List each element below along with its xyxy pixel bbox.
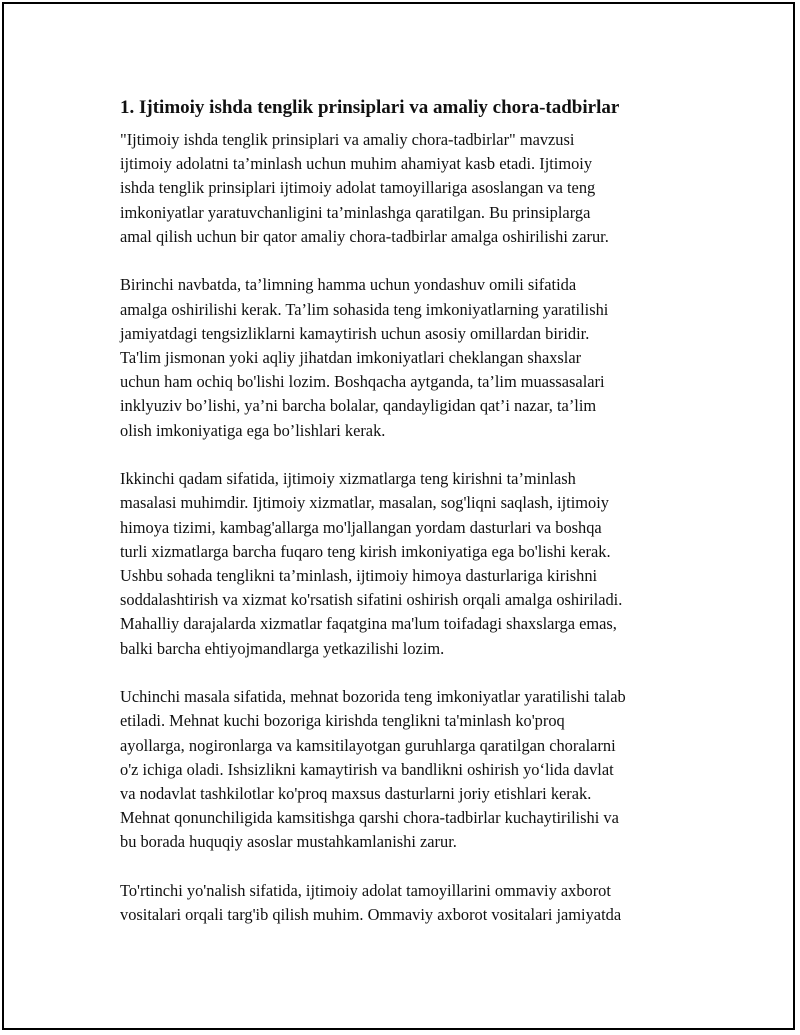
text-line: imkoniyatlar yaratuvchanligini ta’minlashga qaratilgan. Bu prinsiplarga xyxy=(120,202,591,222)
text-line: amal qilish uchun bir qator amaliy chora-tadbirlar amalga oshirilishi zarur. xyxy=(120,226,609,246)
text-line: bu borada huquqiy asoslar mustahkamlanishi zarur. xyxy=(120,832,457,852)
text-line: Mahalliy darajalarda xizmatlar faqatgina ma'lum toifadagi shaxslarga emas, xyxy=(120,614,617,634)
text-line: himoya tizimi, kambag'allarga mo'ljallangan yordam dasturlari va boshqa xyxy=(120,517,602,537)
text-line: Ta'lim jismonan yoki aqliy jihatdan imkoniyatlari cheklangan shaxslar xyxy=(120,348,582,368)
text-line: soddalashtirish va xizmat ko'rsatish sifatini oshirish orqali amalga oshiriladi. xyxy=(120,590,623,610)
paragraph xyxy=(120,685,700,854)
text-line: To'rtinchi yo'nalish sifatida, ijtimoiy adolat tamoyillarini ommaviy axborot xyxy=(120,881,611,901)
paragraph-list xyxy=(120,128,700,927)
text-line: etiladi. Mehnat kuchi bozoriga kirishda tenglikni ta'minlash ko'proq xyxy=(120,711,565,731)
text-line: ijtimoiy adolatni ta’minlash uchun muhim ahamiyat kasb etadi. Ijtimoiy xyxy=(120,154,593,174)
text-line: olish imkoniyatiga ega bo’lishlari kerak. xyxy=(120,420,386,440)
text-line: vositalari orqali targ'ib qilish muhim. Ommaviy axborot vositalari jamiyatda xyxy=(120,905,622,925)
text-line: va nodavlat tashkilotlar ko'proq maxsus dasturlarni joriy etishlari kerak. xyxy=(120,784,592,804)
text-line: jamiyatdagi tengsizliklarni kamaytirish uchun asosiy omillardan biridir. xyxy=(120,323,590,343)
page-frame xyxy=(2,2,795,1030)
text-line: Birinchi navbatda, ta’limning hamma uchun yondashuv omili sifatida xyxy=(120,275,577,295)
text-line: turli xizmatlarga barcha fuqaro teng kirish imkoniyatiga ega bo'lishi kerak. xyxy=(120,541,611,561)
text-line: masalasi muhimdir. Ijtimoiy xizmatlar, masalan, sog'liqni saqlash, ijtimoiy xyxy=(120,493,609,513)
text-line: Ushbu sohada tenglikni ta’minlash, ijtimoiy himoya dasturlariga kirishni xyxy=(120,566,598,586)
text-line: uchun ham ochiq bo'lishi lozim. Boshqacha aytganda, ta’lim muassasalari xyxy=(120,372,605,392)
text-line: inklyuziv bo’lishi, ya’ni barcha bolalar, qandayligidan qat’i nazar, ta’lim xyxy=(120,396,597,416)
paragraph xyxy=(120,128,700,249)
paragraph xyxy=(120,879,700,927)
text-line: ishda tenglik prinsiplari ijtimoiy adolat tamoyillariga asoslangan va teng xyxy=(120,178,596,198)
text-line: Mehnat qonunchiligida kamsitishga qarshi chora-tadbirlar kuchaytirilishi va xyxy=(120,808,619,828)
text-line: o'z ichiga oladi. Ishsizlikni kamaytirish va bandlikni oshirish yo‘lida davlat xyxy=(120,759,614,779)
text-line: "Ijtimoiy ishda tenglik prinsiplari va amaliy chora-tadbirlar" mavzusi xyxy=(120,130,575,149)
text-line: balki barcha ehtiyojmandlarga yetkazilishi lozim. xyxy=(120,638,445,658)
document-body xyxy=(120,94,700,952)
text-line: amalga oshirilishi kerak. Ta’lim sohasida teng imkoniyatlarning yaratilishi xyxy=(120,299,609,319)
text-line: Ikkinchi qadam sifatida, ijtimoiy xizmatlarga teng kirishni ta’minlash xyxy=(120,469,576,489)
text-line: Uchinchi masala sifatida, mehnat bozorida teng imkoniyatlar yaratilishi talab xyxy=(120,687,626,707)
paragraph xyxy=(120,467,700,661)
document-heading: 1. Ijtimoiy ishda tenglik prinsiplari va amaliy chora-tadbirlar xyxy=(120,97,620,118)
paragraph xyxy=(120,273,700,442)
text-line: ayollarga, nogironlarga va kamsitilayotgan guruhlarga qaratilgan choralarni xyxy=(120,735,616,755)
